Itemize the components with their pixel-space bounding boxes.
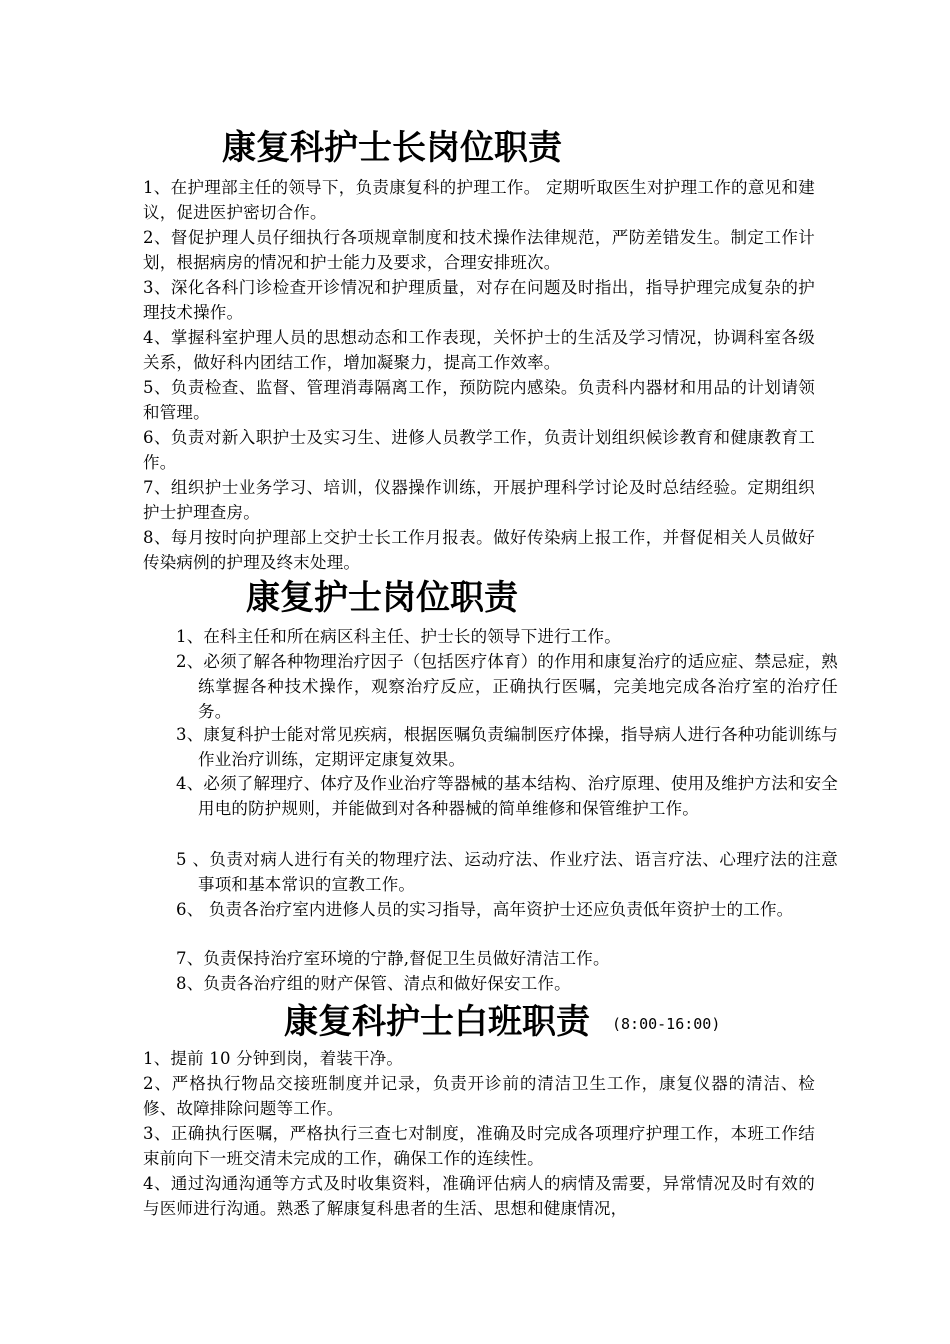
list-item: 3、深化各科门诊检查开诊情况和护理质量，对存在问题及时指出，指导护理完成复杂的护理技术操作。 bbox=[143, 278, 815, 322]
list-item: 1、在护理部主任的领导下，负责康复科的护理工作。 定期听取医生对护理工作的意见和建议，促进医护密切合作。 bbox=[143, 178, 815, 222]
shift-hours: (8:00-16:00) bbox=[612, 1015, 721, 1033]
list-item: 1、提前 10 分钟到岗，着装干净。 bbox=[143, 1049, 404, 1068]
section-title: 康复科护士长岗位职责 bbox=[222, 128, 562, 168]
list-item: 8、每月按时向护理部上交护士长工作月报表。做好传染病上报工作，并督促相关人员做好传染病例的护理及终末处理。 bbox=[143, 528, 815, 572]
list-item: 4、必须了解理疗、体疗及作业治疗等器械的基本结构、治疗原理、使用及维护方法和安全用电的防护规则，并能做到对各种器械的简单维修和保管维护工作。 bbox=[176, 774, 838, 818]
list-item: 5、负责检查、监督、管理消毒隔离工作，预防院内感染。负责科内器材和用品的计划请领和管理。 bbox=[143, 378, 815, 422]
list-item: 5 、负责对病人进行有关的物理疗法、运动疗法、作业疗法、语言疗法、心理疗法的注意事项和基本常识的宣教工作。 bbox=[176, 850, 838, 894]
section-title bbox=[284, 1002, 720, 1044]
section-title-text: 康复科护士白班职责 bbox=[284, 1002, 590, 1042]
list-item: 7、负责保持治疗室环境的宁静,督促卫生员做好清洁工作。 bbox=[176, 949, 610, 968]
list-item: 4、通过沟通沟通等方式及时收集资料，准确评估病人的病情及需要，异常情况及时有效的与医师进行沟通。熟悉了解康复科患者的生活、思想和健康情况， bbox=[143, 1174, 815, 1218]
section-title: 康复护士岗位职责 bbox=[246, 578, 518, 618]
list-item: 2、督促护理人员仔细执行各项规章制度和技术操作法律规范，严防差错发生。制定工作计划，根据病房的情况和护士能力及要求，合理安排班次。 bbox=[143, 228, 815, 272]
list-item: 3、康复科护士能对常见疾病，根据医嘱负责编制医疗体操，指导病人进行各种功能训练与作业治疗训练，定期评定康复效果。 bbox=[176, 725, 838, 769]
list-item: 3、正确执行医嘱，严格执行三查七对制度，准确及时完成各项理疗护理工作，本班工作结束前向下一班交清未完成的工作，确保工作的连续性。 bbox=[143, 1124, 815, 1168]
list-item: 2、严格执行物品交接班制度并记录，负责开诊前的清洁卫生工作，康复仪器的清洁、检修、故障排除问题等工作。 bbox=[143, 1074, 815, 1118]
list-item: 4、掌握科室护理人员的思想动态和工作表现，关怀护士的生活及学习情况，协调科室各级关系，做好科内团结工作，增加凝聚力，提高工作效率。 bbox=[143, 328, 815, 372]
list-item: 1、在科主任和所在病区科主任、护士长的领导下进行工作。 bbox=[176, 627, 621, 646]
list-item: 2、必须了解各种物理治疗因子（包括医疗体育）的作用和康复治疗的适应症、禁忌症，熟练掌握各种技术操作，观察治疗反应，正确执行医嘱，完美地完成各治疗室的治疗任务。 bbox=[176, 652, 838, 721]
list-item: 7、组织护士业务学习、培训，仪器操作训练，开展护理科学讨论及时总结经验。定期组织护士护理查房。 bbox=[143, 478, 815, 522]
list-item: 6、负责对新入职护士及实习生、进修人员教学工作，负责计划组织候诊教育和健康教育工作。 bbox=[143, 428, 815, 472]
list-item: 6、 负责各治疗室内进修人员的实习指导，高年资护士还应负责低年资护士的工作。 bbox=[176, 900, 794, 919]
list-item: 8、负责各治疗组的财产保管、清点和做好保安工作。 bbox=[176, 974, 571, 993]
